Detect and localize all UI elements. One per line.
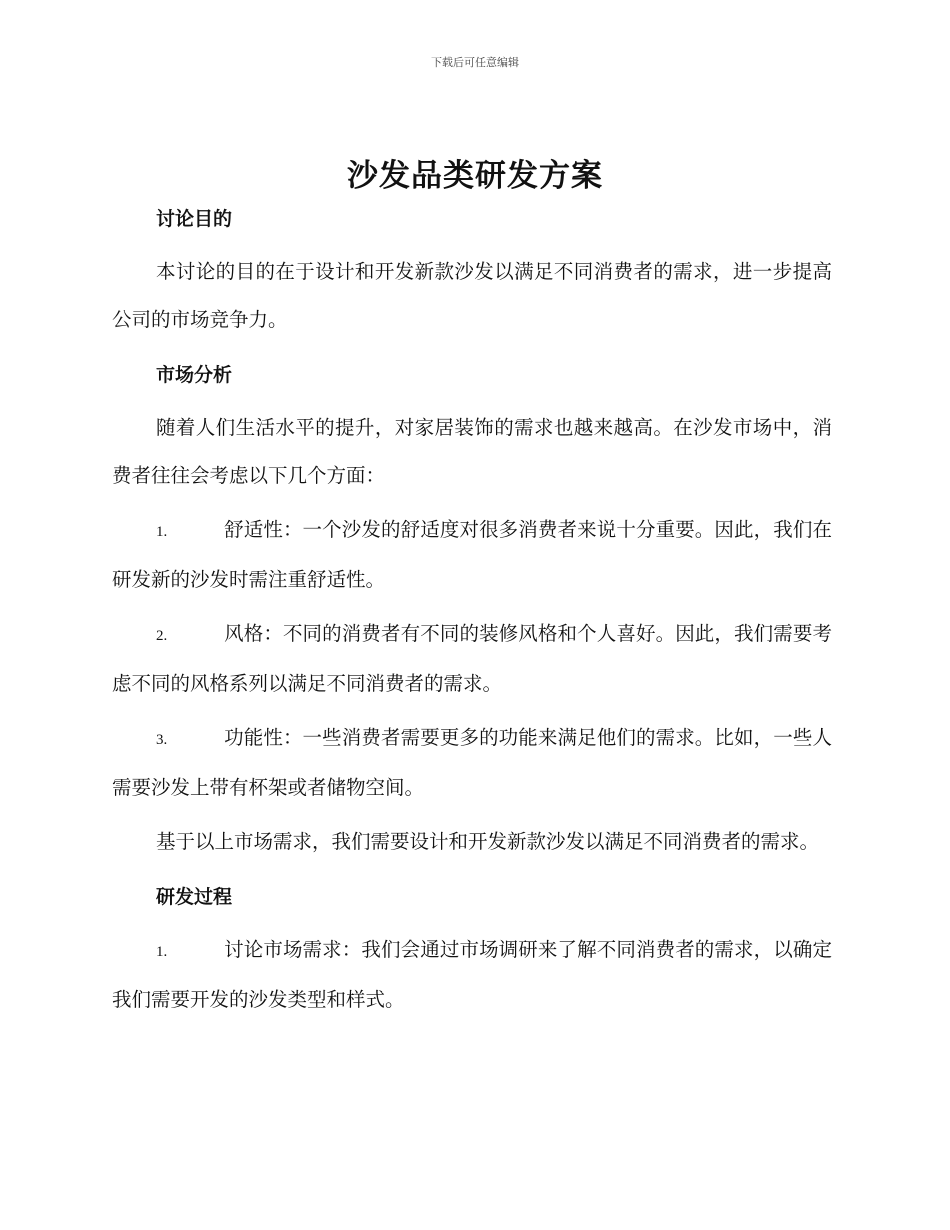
list-item xyxy=(112,610,832,708)
list-item-text: 舒适性：一个沙发的舒适度对很多消费者来说十分重要。因此，我们在研发新的沙发时需注重舒适性。 xyxy=(112,518,832,591)
list-item-text: 讨论市场需求：我们会通过市场调研来了解不同消费者的需求，以确定我们需要开发的沙发类型和样式。 xyxy=(112,938,832,1011)
document-title: 沙发品类研发方案 xyxy=(347,158,603,194)
list-item-number: 2. xyxy=(156,628,168,644)
document-body xyxy=(112,200,832,1030)
section-heading-purpose: 讨论目的 xyxy=(156,208,233,230)
list-item-number: 3. xyxy=(156,732,168,748)
section-heading-rd-process: 研发过程 xyxy=(156,886,233,908)
paragraph-market-intro: 随着人们生活水平的提升，对家居装饰的需求也越来越高。在沙发市场中，消费者往往会考虑以下几个方面： xyxy=(112,416,832,487)
list-item xyxy=(112,714,832,812)
list-item-text: 风格：不同的消费者有不同的装修风格和个人喜好。因此，我们需要考虑不同的风格系列以满足不同消费者的需求。 xyxy=(112,622,832,695)
list-item xyxy=(112,506,832,604)
section-heading-market-analysis: 市场分析 xyxy=(156,364,233,386)
paragraph-purpose: 本讨论的目的在于设计和开发新款沙发以满足不同消费者的需求，进一步提高公司的市场竞争力。 xyxy=(112,260,832,331)
list-item-number: 1. xyxy=(156,524,168,540)
list-item-number: 1. xyxy=(156,944,168,960)
list-item-text: 功能性：一些消费者需要更多的功能来满足他们的需求。比如，一些人需要沙发上带有杯架或者储物空间。 xyxy=(112,726,832,799)
list-item xyxy=(112,926,832,1024)
header-note: 下载后可任意编辑 xyxy=(431,56,519,69)
paragraph-market-conclusion: 基于以上市场需求，我们需要设计和开发新款沙发以满足不同消费者的需求。 xyxy=(156,830,820,853)
